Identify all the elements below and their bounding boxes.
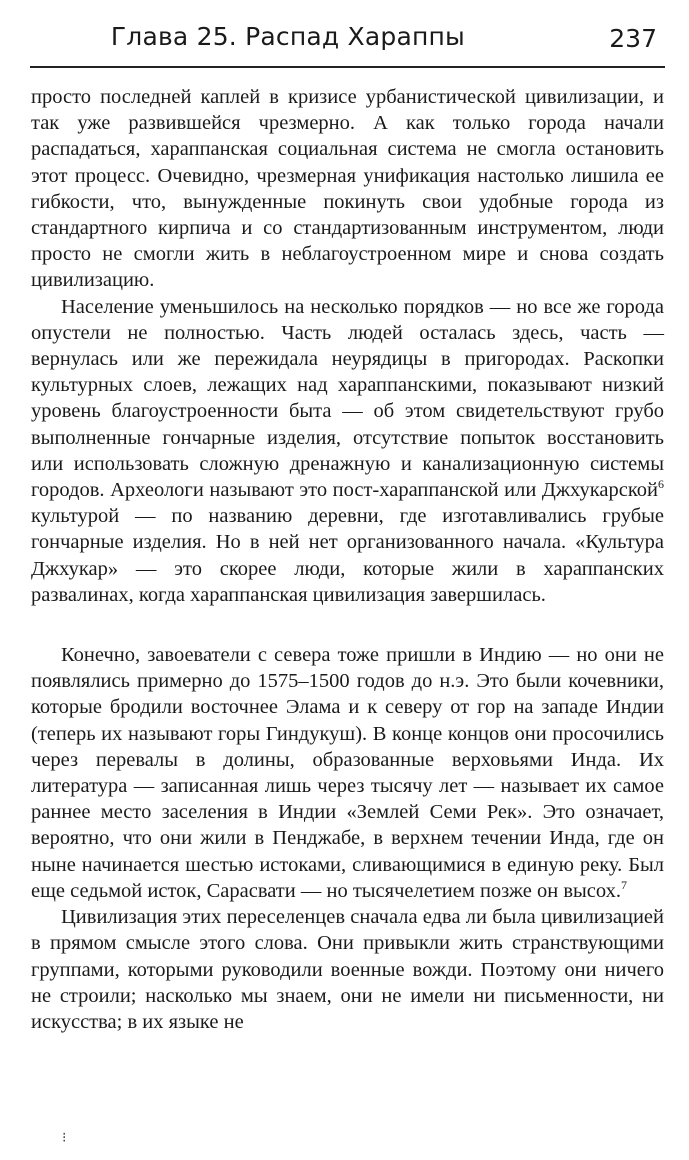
footnote-ref-7[interactable]: 7 xyxy=(621,877,628,892)
paragraph-3-text: Конечно, завоеватели с севера тоже пришли в Индию — но они не появлялись примерно до 1575–1500 годов до н.э. Это были кочевники, которые бродили восточнее Элама и к северу от гор на западе Индии (теперь их называют горы Гиндукуш). В конце концов они просочились через перевалы в долины, образованные верховьями Инда. Их литература — записанная лишь через тысячу лет — называет их самое раннее место заселения в Индии «Землей Семи Рек». Это означает, вероятно, что они жили в Пенджабе, в верхнем течении Инда, где он ныне начинается шестью истоками, сливающимися в единую реку. Был еще седьмой исток, Сарасвати — но тысячелетием позже он высох. xyxy=(31,644,664,902)
paragraph-2 xyxy=(31,294,664,608)
header-rule xyxy=(30,66,665,68)
footnote-ref-6[interactable]: 6 xyxy=(658,477,664,492)
paragraph-1-text: просто последней каплей в кризисе урбанистической цивилизации, и так уже развившейся чрезмерно. А как только города начали распадаться, хараппанская социальная система не смогла остановить этот процесс. Очевидно, чрезмерная унификация настолько лишила ее гибкости, что, вынужденные покинуть свои удобные города из стандартного кирпича и со стандартизованным инструментом, люди просто не смогли жить в неблагоустроенном мире и снова создать цивилизацию. xyxy=(31,86,664,292)
page-number: 237 xyxy=(609,24,657,53)
paragraph-2-text-a: Население уменьшилось на несколько порядков — но все же города опустели не полностью. Часть людей осталась здесь, часть — вернулась или же пережидала неурядицы в пригородах. Раскопки культурных слоев, лежащих над хараппанскими, показывают низкий уровень благоустроенности быта — об этом свидетельствуют грубо выполненные гончарные изделия, отсутствие попыток восстановить или использовать сложную дренажную и канализационную системы городов. Археологи называют это пост-хараппанской или Джхукарской xyxy=(31,295,664,502)
paragraph-1 xyxy=(31,84,664,294)
chapter-title: Глава 25. Распад Хараппы xyxy=(110,22,465,51)
paragraph-4 xyxy=(31,904,664,1035)
page-body xyxy=(31,84,664,1035)
paragraph-2-text-b: культурой — по названию деревни, где изготавливались грубые гончарные изделия. Но в ней нет организованного начала. «Культура Джхукар» — это скорее люди, которые жили в хараппанских развалинах, когда хараппанская цивилизация завершилась. xyxy=(31,505,664,606)
paragraph-3 xyxy=(31,642,664,904)
paragraph-4-text: Цивилизация этих переселенцев сначала едва ли была цивилизацией в прямом смысле этого слова. Они привыкли жить странствующими группами, которыми руководили военные вожди. Поэтому они ничего не строили; насколько мы знаем, они не имели ни письменности, ни искусства; в их языке не xyxy=(31,906,664,1033)
section-break xyxy=(31,608,664,642)
bottom-mark: ⁝ xyxy=(62,1130,67,1146)
running-header xyxy=(30,18,665,62)
